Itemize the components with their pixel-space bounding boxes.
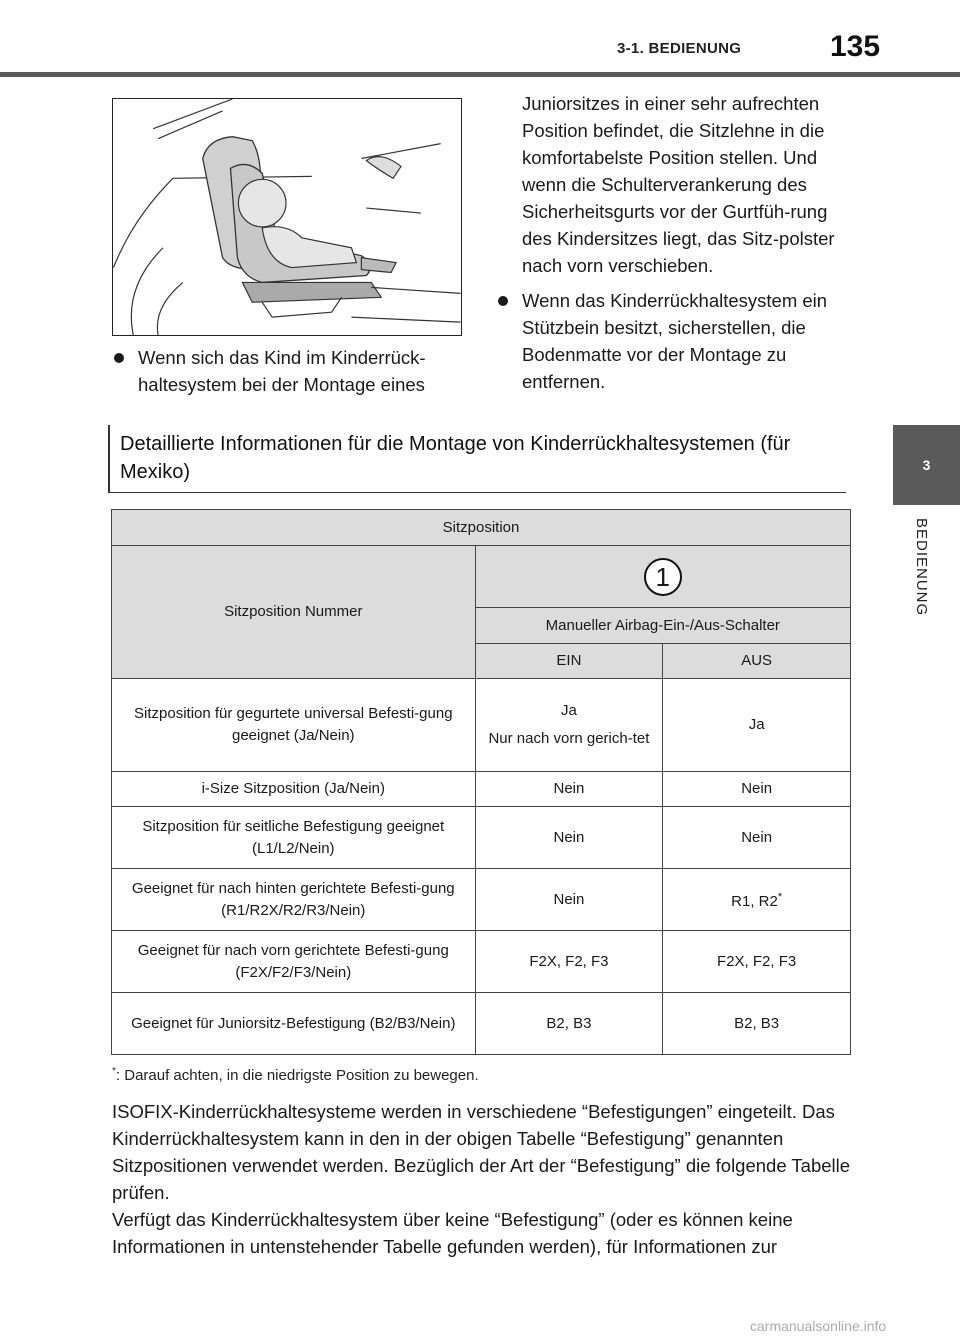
header-rule bbox=[0, 72, 960, 77]
table-row bbox=[112, 679, 851, 772]
chapter-tab: 3 bbox=[893, 425, 960, 505]
footnote-mark: * bbox=[777, 891, 783, 903]
continued-bullet-text: Juniorsitzes in einer sehr aufrechten Position befindet, die Sitzlehne in die komfortabelste Position stellen. Und wenn die Schulterverankerung des Sicherheitsgurts vor der Gurtfüh-rung des Kindersitzes liegt, das Sitz-polster nach vorn verschieben. bbox=[522, 93, 835, 276]
table-row bbox=[112, 869, 851, 931]
table-row bbox=[112, 993, 851, 1055]
col-on-header: EIN bbox=[475, 644, 663, 679]
chapter-label: BEDIENUNG bbox=[913, 518, 930, 617]
airbag-switch-header: Manueller Airbag-Ein-/Aus-Schalter bbox=[475, 608, 850, 644]
table-row bbox=[112, 772, 851, 807]
cell-on: B2, B3 bbox=[475, 993, 663, 1055]
cell-off: F2X, F2, F3 bbox=[663, 931, 851, 993]
table-row bbox=[112, 931, 851, 993]
cell-on bbox=[475, 679, 663, 772]
section-title: 3-1. BEDIENUNG bbox=[617, 40, 742, 57]
col-off-header: AUS bbox=[663, 644, 851, 679]
cell-on-line2: Nur nach vorn gerich-tet bbox=[488, 730, 650, 747]
bullet-text: Wenn sich das Kind im Kinderrück-haltesystem bei der Montage eines bbox=[138, 347, 426, 395]
cell-off: B2, B3 bbox=[663, 993, 851, 1055]
seat-position-table bbox=[111, 509, 851, 1055]
bullet-dot-icon bbox=[114, 353, 124, 363]
cell-on: Nein bbox=[475, 869, 663, 931]
bullet-item-reclined bbox=[112, 344, 488, 398]
body-paragraph: Verfügt das Kinderrückhaltesystem über keine “Befestigung” (oder es können keine Informationen in untenstehender Tabelle gefunden werden), für Informationen zur bbox=[112, 1209, 793, 1257]
seat-number-label: Sitzposition Nummer bbox=[112, 546, 476, 679]
bullet-dot-icon bbox=[498, 296, 508, 306]
body-paragraph: ISOFIX-Kinderrückhaltesysteme werden in verschiedene “Befestigungen” eingeteilt. Das Kinderrückhaltesystem kann in den in der obigen Tabelle “Befestigung” genannten Sitzpositionen verwendet werden. Bezüglich der Art der “Befestigung” die folgende Tabelle prüfen. bbox=[112, 1101, 851, 1203]
cell-on: Nein bbox=[475, 772, 663, 807]
child-seat-illustration bbox=[112, 98, 462, 336]
footnote-mark: * bbox=[112, 1066, 116, 1077]
cell-off: Nein bbox=[663, 772, 851, 807]
table-row bbox=[112, 807, 851, 869]
body-text bbox=[112, 1098, 857, 1260]
seat-number-cell bbox=[475, 546, 850, 608]
row-label: Sitzposition für seitliche Befestigung geeignet (L1/L2/Nein) bbox=[112, 807, 476, 869]
row-label: i-Size Sitzposition (Ja/Nein) bbox=[112, 772, 476, 807]
cell-off-text: R1, R2 bbox=[731, 893, 778, 910]
bullet-text: Wenn das Kinderrückhaltesystem ein Stützbein besitzt, sicherstellen, die Bodenmatte vor der Montage zu entfernen. bbox=[522, 290, 828, 392]
cell-off bbox=[663, 869, 851, 931]
subheading: Detaillierte Informationen für die Montage von Kinderrückhaltesystemen (für Mexiko) bbox=[108, 425, 846, 493]
seat-number-1-icon: 1 bbox=[644, 558, 682, 596]
child-seat-drawing bbox=[113, 99, 461, 335]
cell-off: Nein bbox=[663, 807, 851, 869]
footnote bbox=[112, 1066, 479, 1084]
cell-on: F2X, F2, F3 bbox=[475, 931, 663, 993]
cell-on: Nein bbox=[475, 807, 663, 869]
page-number: 135 bbox=[830, 30, 881, 63]
row-label: Geeignet für Juniorsitz-Befestigung (B2/B3/Nein) bbox=[112, 993, 476, 1055]
bullet-item-support-leg bbox=[496, 287, 856, 395]
watermark: carmanualsonline.info bbox=[750, 1318, 887, 1334]
row-label: Geeignet für nach hinten gerichtete Befesti-gung (R1/R2X/R2/R3/Nein) bbox=[112, 869, 476, 931]
table-title: Sitzposition bbox=[112, 510, 851, 546]
row-label: Sitzposition für gegurtete universal Befesti-gung geeignet (Ja/Nein) bbox=[112, 679, 476, 772]
row-label: Geeignet für nach vorn gerichtete Befesti-gung (F2X/F2/F3/Nein) bbox=[112, 931, 476, 993]
footnote-text: : Darauf achten, in die niedrigste Position zu bewegen. bbox=[115, 1067, 479, 1084]
right-column bbox=[496, 90, 856, 395]
cell-off: Ja bbox=[663, 679, 851, 772]
cell-on-line1: Ja bbox=[561, 702, 577, 719]
